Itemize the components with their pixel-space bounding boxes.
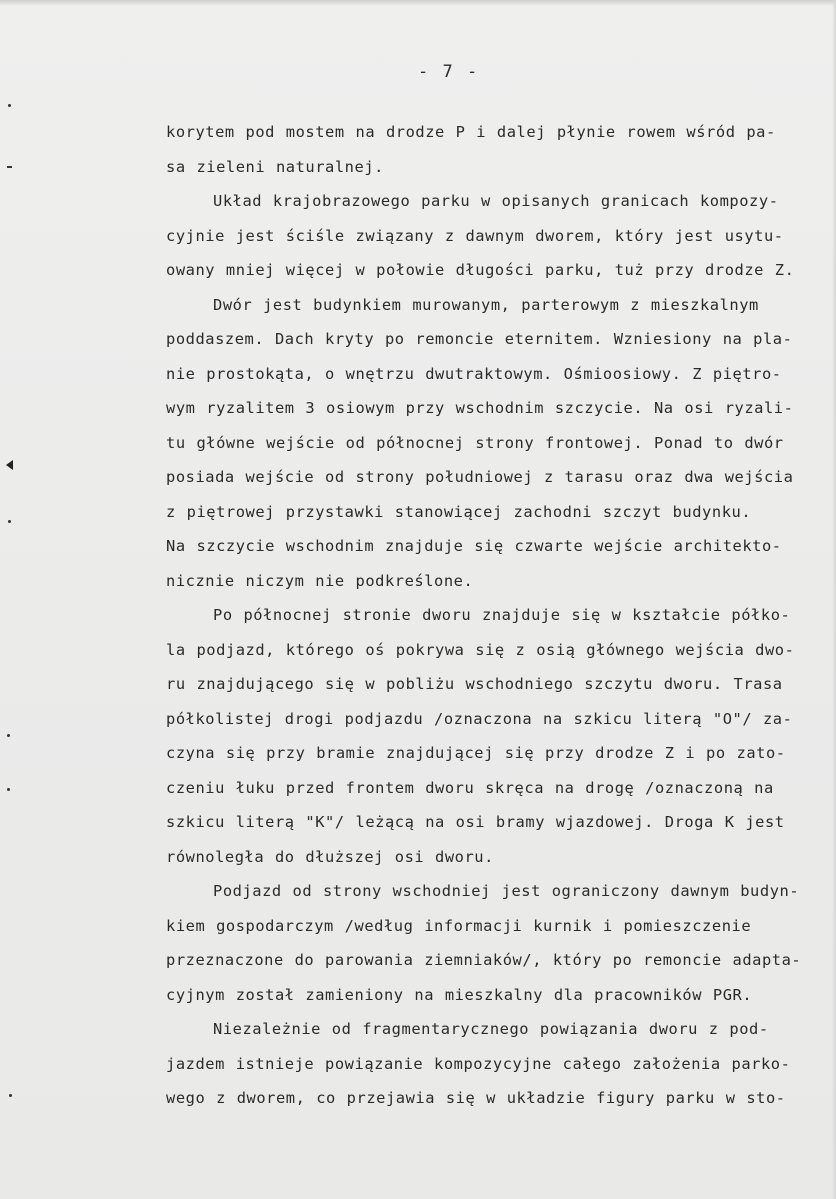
text-line: Po północnej stronie dworu znajduje się w kształcie półko- xyxy=(213,606,791,624)
page-number: - 7 - xyxy=(418,62,480,82)
margin-mark xyxy=(8,104,11,107)
margin-arrow-mark xyxy=(6,460,13,470)
text-line: tu główne wejście od północnej strony frontowej. Ponad to dwór xyxy=(166,433,784,452)
text-line: półkolistej drogi podjazdu /oznaczona na szkicu literą "O"/ za- xyxy=(166,709,793,728)
text-line: czeniu łuku przed frontem dworu skręca na drogę /oznaczoną na xyxy=(166,778,774,797)
text-line: równoległa do dłuższej osi dworu. xyxy=(166,847,494,866)
margin-mark xyxy=(7,734,10,737)
margin-mark xyxy=(8,520,11,523)
page-top-edge xyxy=(0,0,836,6)
text-line: nie prostokąta, o wnętrzu dwutraktowym. Ośmioosiowy. Z piętro- xyxy=(166,364,782,383)
text-line: poddaszem. Dach kryty po remoncie eternitem. Wzniesiony na pla- xyxy=(166,330,793,348)
text-line: wego z dworem, co przejawia się w układzie figury parku w sto- xyxy=(166,1089,786,1107)
page-right-edge xyxy=(832,0,836,1199)
text-line: sa zieleni naturalnej. xyxy=(166,157,384,176)
text-line: szkicu literą "K"/ leżącą na osi bramy wjazdowej. Droga K jest xyxy=(166,813,785,831)
text-line: posiada wejście od strony południowej z tarasu oraz dwa wejścia xyxy=(166,468,794,486)
margin-mark xyxy=(9,1094,12,1097)
text-line: nicznie niczym nie podkreślone. xyxy=(166,571,474,590)
text-line: korytem pod mostem na drodze P i dalej płynie rowem wśród pa- xyxy=(166,123,776,141)
text-line: ru znajdującego się w pobliżu wschodniego szczytu dworu. Trasa xyxy=(166,675,783,693)
text-line: z piętrowej przystawki stanowiącej zachodni szczyt budynku. xyxy=(166,502,752,521)
text-line: la podjazd, którego oś pokrywa się z osią głównego wejścia dwo- xyxy=(166,640,795,659)
text-line: owany mniej więcej w połowie długości parku, tuż przy drodze Z. xyxy=(166,261,795,279)
typed-text-body xyxy=(166,115,816,1116)
text-line: czyna się przy bramie znajdującej się przy drodze Z i po zato- xyxy=(166,744,786,762)
margin-mark xyxy=(7,788,10,791)
margin-mark xyxy=(7,166,12,168)
text-line: Na szczycie wschodnim znajduje się czwarte wejście architekto- xyxy=(166,537,782,555)
text-line: przeznaczone do parowania ziemniaków/, który po remoncie adapta- xyxy=(166,951,802,969)
text-line: wym ryzalitem 3 osiowym przy wschodnim szczycie. Na osi ryzali- xyxy=(166,399,794,417)
text-line: kiem gospodarczym /według informacji kurnik i pomieszczenie xyxy=(166,916,752,935)
text-line: jazdem istnieje powiązanie kompozycyjne całego założenia parko- xyxy=(166,1054,791,1073)
text-line: Niezależnie od fragmentarycznego powiązania dworu z pod- xyxy=(213,1020,769,1038)
text-line: cyjnie jest ściśle związany z dawnym dworem, który jest usytu- xyxy=(166,226,784,245)
text-line: Układ krajobrazowego parku w opisanych granicach kompozy- xyxy=(213,192,779,210)
text-line: Dwór jest budynkiem murowanym, parterowym z mieszkalnym xyxy=(213,295,759,314)
text-line: Podjazd od strony wschodniej jest ograniczony dawnym budyn- xyxy=(213,882,800,900)
text-line: cyjnym został zamieniony na mieszkalny dla pracowników PGR. xyxy=(166,985,753,1004)
